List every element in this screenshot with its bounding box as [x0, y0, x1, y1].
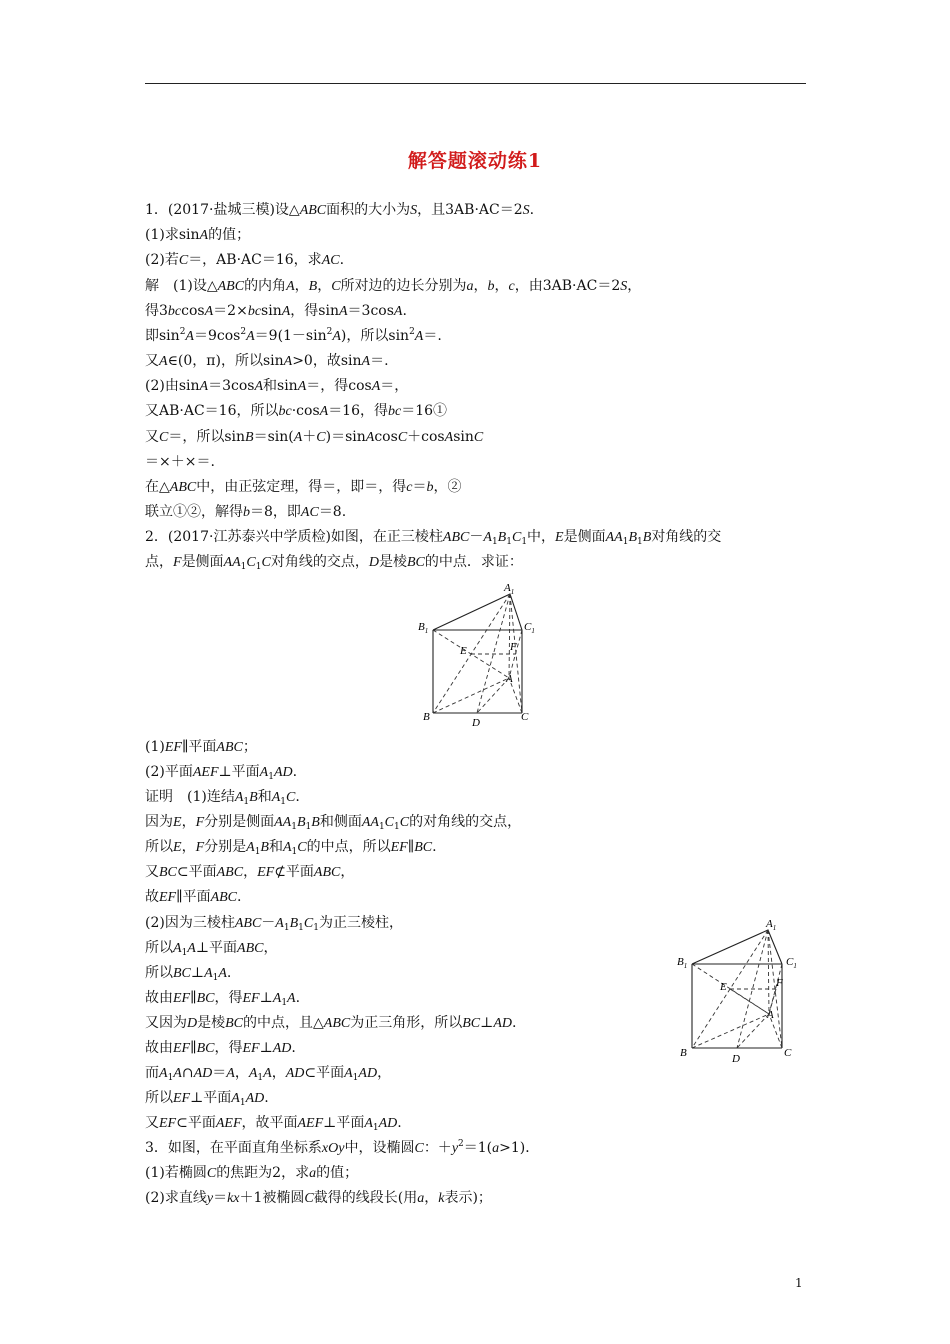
- proof-line: 故EF∥平面ABC.: [145, 889, 242, 905]
- problem-3-part-2: (2)求直线y＝kx＋1被椭圆C截得的线段长(用a，k表示)；: [145, 1190, 492, 1206]
- solution-line: 即$\sin^2A=9\cos^2A=9(1-\sin^2A)$，所以$\sin^2A=$.: [145, 327, 442, 344]
- top-edge: [433, 594, 522, 630]
- diagonal: [737, 1014, 769, 1048]
- problem-3-statement: 3．如图，在平面直角坐标系xOy中，设椭圆C：$+y^2=1(a>1)$．: [145, 1139, 540, 1156]
- proof-line: 又因为D是棱BC的中点，且△ABC为正三角形，所以BC⊥AD.: [145, 1015, 517, 1031]
- proof-line: 所以E，F分别是$A_1B$和$A_1C$的中点，所以EF∥BC.: [145, 839, 437, 857]
- proof-line: 所以EF⊥平面$A_1AD$.: [145, 1090, 269, 1108]
- page-number: 1: [795, 1276, 803, 1290]
- proof-line: 又BC⊂平面ABC，EF⊄平面ABC，: [145, 864, 355, 880]
- label-b: B: [680, 1047, 687, 1059]
- prism-figure-2: [672, 912, 812, 1065]
- solution-line: 联立①②，解得b＝8，即AC＝8.: [145, 504, 347, 520]
- proof-line: (2)因为三棱柱$ABC-A_1B_1C_1$为正三棱柱，: [145, 915, 403, 933]
- problem-1-part-1: (1)求sinA的值；: [145, 227, 251, 243]
- proof-line: 而$A_1A\cap AD=A$，$A_1A$，AD⊂平面$A_1AD$，: [145, 1065, 392, 1083]
- proof-line: 因为E，F分别是侧面$AA_1B_1B$和侧面$AA_1C_1C$的对角线的交点，: [145, 814, 522, 832]
- page-title: 解答题滚动练1: [407, 150, 543, 172]
- label-b1: $B_1$: [418, 621, 429, 635]
- hidden-edge: [509, 594, 510, 678]
- problem-1-part-2: (2)若C＝，AB·AC＝16，求AC.: [145, 252, 345, 268]
- proof-line: 又EF⊂平面AEF，故平面AEF⊥平面$A_1AD$.: [145, 1115, 402, 1133]
- label-a: A: [767, 1009, 774, 1021]
- label-b1: $B_1$: [677, 956, 688, 970]
- label-f: F: [510, 641, 517, 653]
- prism-figure-1: [410, 578, 544, 728]
- proof-line: 故由EF∥BC，得EF⊥AD.: [145, 1040, 296, 1056]
- label-c: C: [521, 711, 529, 723]
- proof-line: 所以$BC\perp A_1A$.: [145, 965, 232, 983]
- proof-line: 故由EF∥BC，得$EF\perp A_1A$.: [145, 990, 301, 1008]
- hidden-edge: [768, 930, 769, 1014]
- label-c1: $C_1$: [524, 621, 535, 635]
- proof-line: 证明 (1)连结$A_1B$和$A_1C$.: [145, 789, 300, 807]
- problem-2-statement: 2．(2017·江苏泰兴中学质检)如图，在正三棱柱$ABC-A_1B_1C_1$中，E是侧面$AA_1B_1B$对角线的交: [145, 529, 722, 547]
- hidden-edge: [692, 1014, 769, 1048]
- problem-2-statement: 点，F是侧面$AA_1C_1C$对角线的交点，D是棱BC的中点．求证：: [145, 554, 523, 572]
- solution-line: 又A∈(0，π)，所以sinA>0，故sinA＝.: [145, 353, 389, 369]
- solution-line: 在△ABC中，由正弦定理，得＝，即＝，得c＝b，②: [145, 479, 462, 495]
- label-c1: $C_1$: [786, 956, 797, 970]
- problem-3-part-1: (1)若椭圆C的焦距为2，求a的值；: [145, 1165, 359, 1181]
- proof-line: 所以$A_1A\perp$平面ABC，: [145, 940, 278, 958]
- problem-2-part-2: (2)平面AEF⊥平面$A_1AD$.: [145, 764, 298, 782]
- label-a1: $A_1$: [766, 918, 777, 932]
- label-d: D: [472, 717, 480, 729]
- solution-line: 又C＝，所以sinB＝sin(A＋C)＝sinAcosC＋cosAsinC: [145, 429, 484, 445]
- header-rule: [145, 83, 806, 84]
- solution-line: 又AB·AC＝16，所以bc·cosA＝16，得bc＝16①: [145, 403, 448, 419]
- label-e: E: [460, 645, 467, 657]
- solution-line: (2)由sinA＝3cosA和sinA＝，得cosA＝，: [145, 378, 409, 394]
- solution-line: 得3bccosA＝2×bcsinA，得sinA＝3cosA.: [145, 303, 407, 319]
- solution-line: ＝×＋×＝.: [145, 454, 215, 470]
- label-c: C: [784, 1047, 792, 1059]
- label-e: E: [720, 981, 727, 993]
- problem-2-part-1: (1)EF∥平面ABC；: [145, 739, 257, 755]
- solution-line: 解 (1)设△ABC的内角A，B，C所对边的边长分别为a，b，c，由3AB·AC＝2S，: [145, 278, 642, 294]
- label-b: B: [423, 711, 430, 723]
- label-f: F: [776, 977, 783, 989]
- label-a: A: [506, 673, 513, 685]
- label-d: D: [732, 1053, 740, 1065]
- label-a1: $A_1$: [504, 582, 515, 596]
- problem-1-statement: 1．(2017·盐城三模)设△ABC面积的大小为S，且3AB·AC＝2S.: [145, 202, 535, 218]
